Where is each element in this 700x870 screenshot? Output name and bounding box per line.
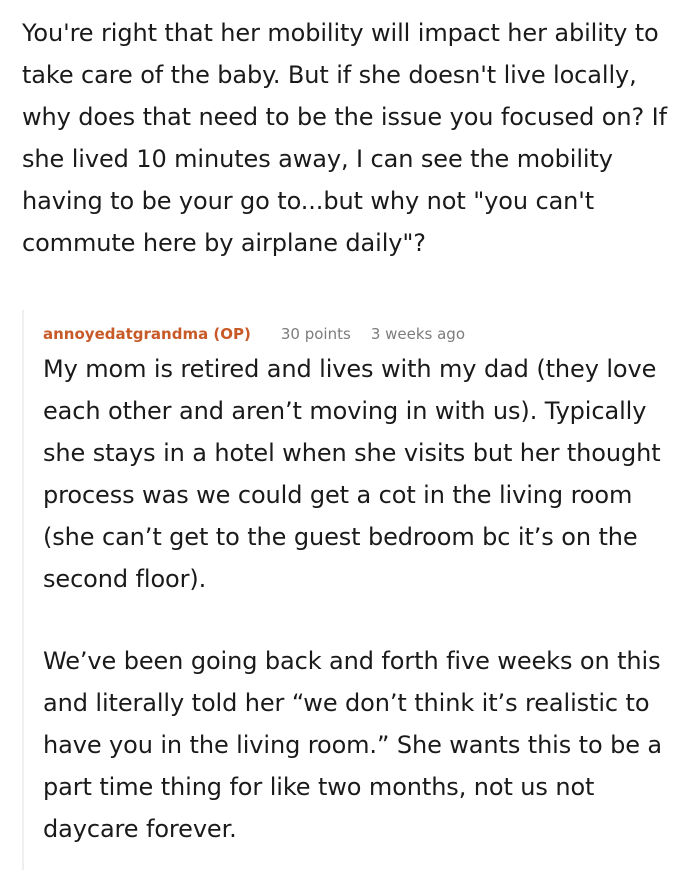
parent-comment	[22, 12, 682, 264]
comment-meta	[43, 320, 683, 348]
points-count: 30 points	[280, 325, 351, 343]
reply-body	[43, 310, 683, 850]
author-link[interactable]: annoyedatgrandma (OP)	[43, 325, 251, 343]
comment-age: 3 weeks ago	[370, 325, 466, 343]
reply-paragraph: We’ve been going back and forth five weeks on this and literally told her “we don’t think it’s realistic to have you in the living room.” She wants this to be a part time thing for like two months, not us not daycare forever.	[43, 647, 663, 843]
reply-paragraph: My mom is retired and lives with my dad (they love each other and aren’t moving in with us). Typically she stays in a hotel when she visits but her thought process was we could get a cot in the living room (she can’t get to the guest bedroom bc it’s on the second floor).	[43, 355, 661, 593]
thread-line[interactable]	[22, 310, 24, 870]
parent-comment-text: You're right that her mobility will impact her ability to take care of the baby. But if she doesn't live locally, why does that need to be the issue you focused on? If she lived 10 minutes away, I can see the mobility having to be your go to...but why not "you can't commute here by airplane daily"?	[22, 19, 667, 257]
reply-comment	[22, 310, 692, 870]
